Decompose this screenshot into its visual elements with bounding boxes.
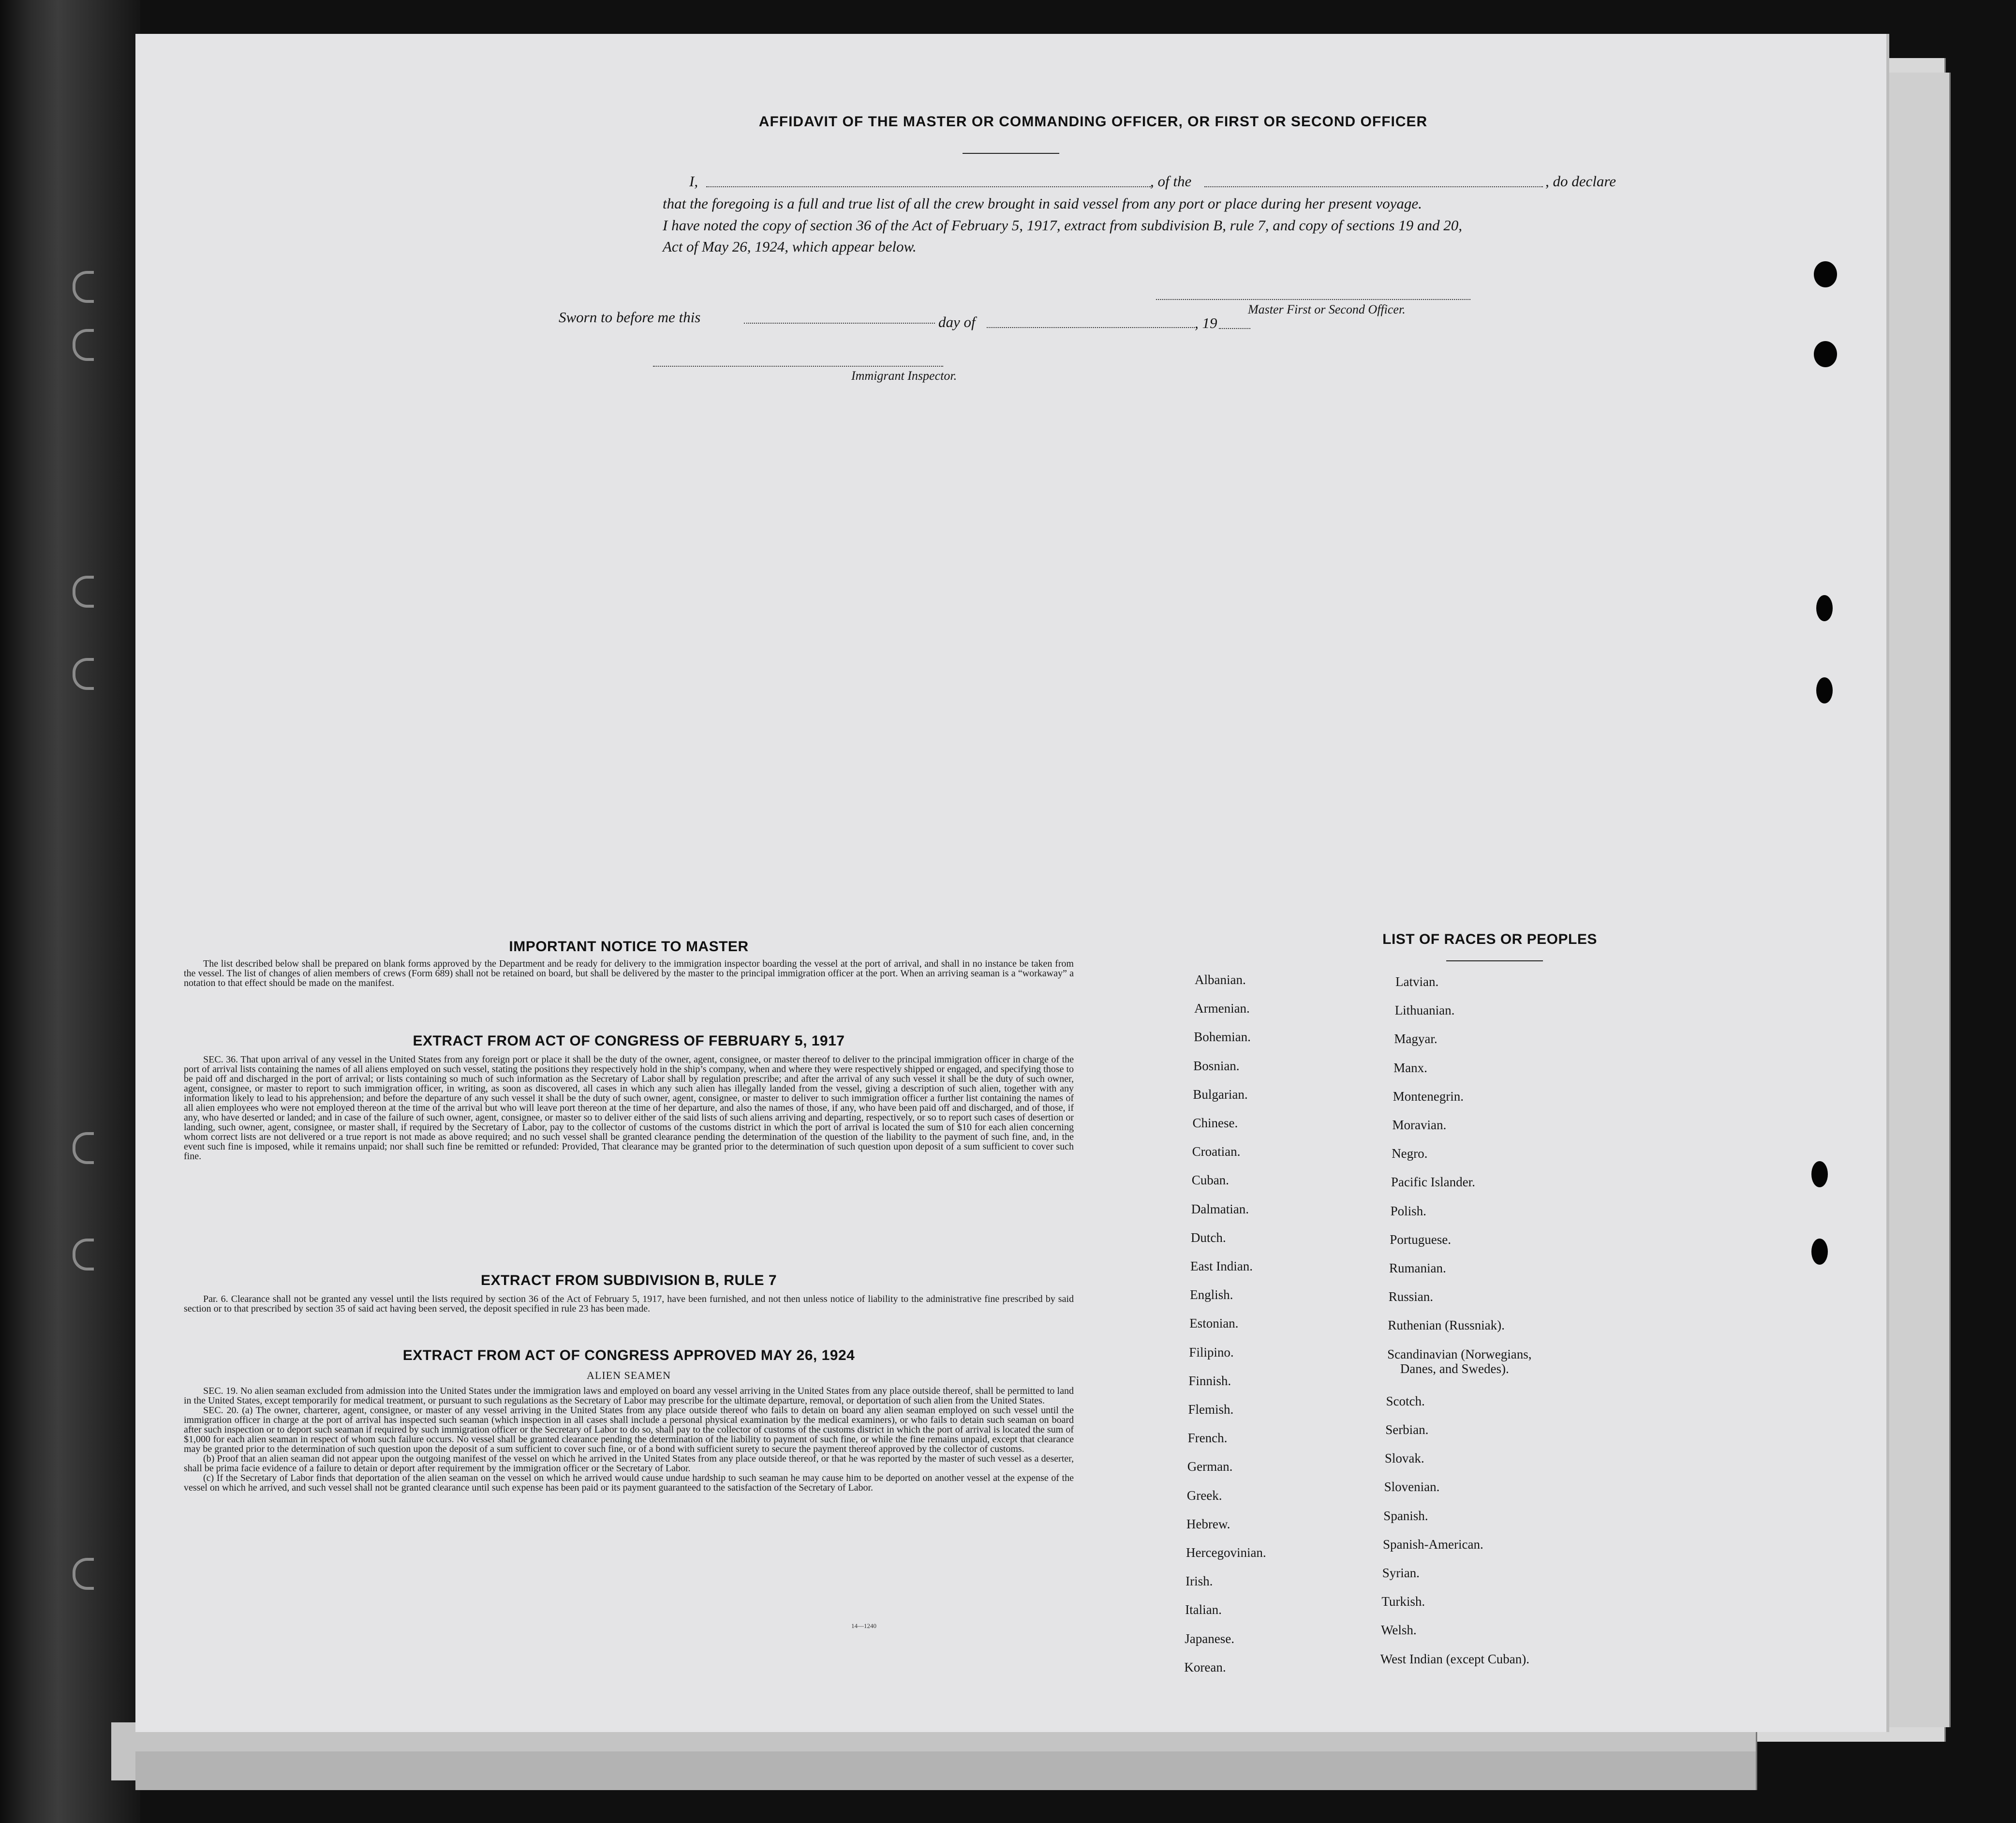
race-item: Serbian. bbox=[1385, 1422, 1429, 1437]
race-item: Russian. bbox=[1388, 1289, 1433, 1304]
notice-paragraph: The list described below shall be prepared on blank forms approved by the Department and be ready for delivery to the immigration inspector boarding the vessel at the port of arrival, and shall in no instance be taken from the vessel. The list of changes of alien members of crews (Form 689) shall not be retained on board, but shall be delivered by the master to the principal immigration officer at the port. When an arriving seaman is a “workaway” a notation to that effect should be made on the manifest. bbox=[184, 958, 1074, 988]
race-item: East Indian. bbox=[1190, 1259, 1253, 1273]
act-1924-sec19: SEC. 19. No alien seaman excluded from admission into the United States under the immigration laws and employed on board any vessel arriving in the United States from any place outside thereof, shall be permitted to land in the United States, except temporarily for medical treatment, or pursuant to such regulations as the Secretary of Labor may prescribe for the ultimate departure, removal, or deportation of such alien from the United States. bbox=[184, 1386, 1074, 1406]
affidavit-line-2: that the foregoing is a full and true list of all the crew brought in said vessel from any port or place during her present voyage. bbox=[663, 195, 1422, 212]
races-title-underline bbox=[1446, 960, 1543, 961]
race-item: English. bbox=[1190, 1287, 1233, 1302]
sworn-year-blank bbox=[1219, 328, 1250, 329]
race-item: Spanish. bbox=[1383, 1508, 1428, 1523]
race-item: Portuguese. bbox=[1390, 1232, 1452, 1247]
race-item: Ruthenian (Russniak). bbox=[1388, 1318, 1505, 1333]
race-item: Filipino. bbox=[1189, 1345, 1234, 1360]
race-item: Spanish-American. bbox=[1383, 1537, 1483, 1552]
inspector-signature-label: Immigrant Inspector. bbox=[851, 369, 957, 383]
punch-hole bbox=[1811, 1161, 1828, 1187]
manifest-page bbox=[135, 34, 1886, 1732]
act-1924-sec20a: SEC. 20. (a) The owner, charterer, agent, consignee, or master of any vessel arriving in the United States from any place outside thereof who fails to detain on board any alien seaman employed on such vessel until the immigration officer in charge at the port of arrival has inspected such seaman (which inspection in all cases shall include a personal physical examination by the medical examiners), or who fails to detain such seaman on board after such inspection or to deport such seaman if required by such immigration officer or the Secretary of Labor to do so, shall pay to the collector of customs of the customs district in which the port of arrival is located the sum of $1,000 for each alien seaman in respect of whom such failure occurs. No vessel shall be granted clearance pending the determination of the liability to payment of such fine, or while the fine remains unpaid, except that clearance may be granted prior to the determination of such question upon the deposit of a sum sufficient to cover such fine, or of a bond with sufficient surety to secure the payment thereof approved by the collector of customs. bbox=[184, 1405, 1074, 1454]
race-item: Polish. bbox=[1390, 1203, 1426, 1218]
race-item: Scandinavian (Norwegians, bbox=[1387, 1346, 1532, 1361]
race-item: Bulgarian. bbox=[1193, 1087, 1248, 1102]
race-item: Magyar. bbox=[1394, 1031, 1438, 1046]
race-item: Bohemian. bbox=[1194, 1030, 1251, 1045]
race-item: Italian. bbox=[1185, 1602, 1222, 1617]
race-item: West Indian (except Cuban). bbox=[1380, 1651, 1530, 1666]
race-item: Welsh. bbox=[1381, 1623, 1417, 1638]
race-item: Hebrew. bbox=[1186, 1516, 1230, 1531]
alien-seamen-subtitle: ALIEN SEAMEN bbox=[587, 1369, 671, 1381]
punch-hole bbox=[1814, 341, 1837, 367]
race-item: Latvian. bbox=[1395, 974, 1439, 989]
underlying-sheet bbox=[135, 1751, 1757, 1790]
affidavit-declare-label: , do declare bbox=[1545, 173, 1616, 190]
act-1924-sec20b: (b) Proof that an alien seaman did not appear upon the outgoing manifest of the vessel on which he arrived in the United States from any place outside thereof, or that he was reported by the master of such vessel as a deserter, shall be prima facie evidence of a failure to detain or deport after requirement by the immigration officer or the Secretary of Labor. bbox=[184, 1453, 1074, 1474]
race-item: Armenian. bbox=[1194, 1001, 1250, 1016]
race-item: Croatian. bbox=[1192, 1144, 1241, 1159]
title-underline bbox=[963, 153, 1059, 154]
inspector-signature-line bbox=[653, 366, 943, 367]
race-item: Manx. bbox=[1393, 1060, 1427, 1075]
race-item: Finnish. bbox=[1188, 1373, 1231, 1388]
race-item: Estonian. bbox=[1189, 1316, 1239, 1331]
binder-spine bbox=[0, 0, 140, 1823]
race-item: Rumanian. bbox=[1389, 1261, 1446, 1275]
race-item: Syrian. bbox=[1382, 1566, 1420, 1580]
race-item: Bosnian. bbox=[1193, 1058, 1240, 1073]
race-item: Moravian. bbox=[1392, 1118, 1447, 1132]
punch-hole bbox=[1816, 677, 1833, 703]
master-name-blank bbox=[706, 186, 1151, 187]
vessel-name-blank bbox=[1204, 186, 1543, 187]
race-item: Negro. bbox=[1392, 1146, 1428, 1161]
races-title: LIST OF RACES OR PEOPLES bbox=[1382, 931, 1597, 947]
race-item: Flemish. bbox=[1188, 1402, 1234, 1417]
act-1924-body bbox=[184, 1386, 1074, 1493]
affidavit-line-3: I have noted the copy of section 36 of the Act of February 5, 1917, extract from subdivision B, rule 7, and copy of sections 19 and 20, bbox=[663, 217, 1463, 234]
race-item: Dutch. bbox=[1190, 1230, 1226, 1245]
affidavit-line-4: Act of May 26, 1924, which appear below. bbox=[663, 238, 917, 255]
punch-hole bbox=[1811, 1239, 1828, 1265]
race-item: Scotch. bbox=[1386, 1393, 1425, 1408]
notice-body bbox=[184, 959, 1074, 988]
master-signature-label: Master First or Second Officer. bbox=[1248, 302, 1406, 316]
year-label: , 19 bbox=[1195, 314, 1217, 331]
race-item: French. bbox=[1187, 1431, 1228, 1446]
race-item: Lithuanian. bbox=[1394, 1003, 1455, 1018]
act-1917-sec36: SEC. 36. That upon arrival of any vessel in the United States from any foreign port or place it shall be the duty of the owner, agent, consignee, or master thereof to deliver to the principal immigration officer in charge of the port of arrival lists containing the names of all aliens employed on such vessel, stating the positions they respectively hold in the ship’s company, when and where they were respectively shipped or engaged, and specifying those to be paid off and discharged in the port of arrival; or lists containing so much of such information as the Secretary of Labor shall by regulation prescribe; and after the arrival of any such vessel it shall be the duty of such owner, agent, consignee, or master to report to such immigration officer, in writing, as soon as discovered, all cases in which any such alien has illegally landed from the vessel, giving a description of such alien, together with any information likely to lead to his apprehension; and before the departure of any such vessel it shall be the duty of such owner, agent, consignee, or master to deliver to such immigration officer a further list containing the names of all alien employees who were not employed thereon at the time of the arrival but who will leave port thereon at the time of her departure, and also the names of those, if any, who have been paid off and discharged, and of those, if any, who have deserted or landed; and in case of the failure of such owner, agent, consignee, or master so to deliver either of the said lists of such aliens arriving and departing, respectively, or so to report such cases of desertion or landing, such owner, agent, consignee, or master shall, if required by the Secretary of Labor, pay to the collector of customs of the customs district in which the port of arrival is located the sum of $10 for each alien concerning whom correct lists are not delivered or a true report is not made as above required; and no such vessel shall be granted clearance pending the determination of the question of the liability to the payment of such fine, and, in the event such fine is imposed, while it remains unpaid; nor shall such fine be remitted or refunded: Provided, That clearance may be granted prior to the determination of such question upon deposit of a sum sufficient to cover such fine. bbox=[184, 1054, 1074, 1162]
sworn-day-blank bbox=[744, 323, 935, 324]
master-signature-line bbox=[1156, 299, 1470, 300]
race-item: Chinese. bbox=[1192, 1116, 1238, 1130]
rule-b7-par6: Par. 6. Clearance shall not be granted any vessel until the lists required by section 36 of the Act of February 5, 1917, have been furnished, and not then unless notice of liability to the administrative fine prescribed by said section or to that prescribed by section 35 of said act having been served, the deposit specified in rule 23 has been made. bbox=[184, 1294, 1074, 1314]
race-item: Montenegrin. bbox=[1393, 1089, 1464, 1104]
race-item: Albanian. bbox=[1195, 972, 1246, 987]
race-item: Pacific Islander. bbox=[1391, 1175, 1475, 1190]
act-1924-sec20c: (c) If the Secretary of Labor finds that deportation of the alien seaman on the vessel on which he arrived would cause undue hardship to such seaman he may cause him to be deported on another vessel at the expense of the vessel on which he arrived, and such vessel shall not be granted clearance until such expense has been paid or its payment guaranteed to the satisfaction of the Secretary of Labor. bbox=[184, 1473, 1074, 1493]
race-item: Cuban. bbox=[1191, 1173, 1229, 1188]
rule-b7-title: EXTRACT FROM SUBDIVISION B, RULE 7 bbox=[480, 1272, 777, 1288]
race-item: Irish. bbox=[1186, 1574, 1213, 1589]
act-1917-body bbox=[184, 1055, 1074, 1161]
affidavit-title: AFFIDAVIT OF THE MASTER OR COMMANDING OFFICER, OR FIRST OR SECOND OFFICER bbox=[758, 114, 1428, 130]
punch-hole bbox=[1814, 261, 1837, 287]
act-1924-title: EXTRACT FROM ACT OF CONGRESS APPROVED MAY 26, 1924 bbox=[402, 1347, 855, 1363]
race-item: Korean. bbox=[1184, 1659, 1226, 1674]
race-item: German. bbox=[1187, 1459, 1233, 1474]
affidavit-of-the-label: , of the bbox=[1150, 173, 1192, 190]
affidavit-i-label: I, bbox=[689, 173, 698, 190]
form-number: 14—1240 bbox=[851, 1622, 876, 1629]
race-item: Hercegovinian. bbox=[1186, 1545, 1266, 1560]
race-item: Danes, and Swedes). bbox=[1400, 1361, 1509, 1376]
race-item: Slovak. bbox=[1384, 1451, 1424, 1466]
day-of-label: day of bbox=[938, 314, 976, 330]
race-item: Dalmatian. bbox=[1191, 1201, 1249, 1216]
sworn-month-blank bbox=[987, 327, 1195, 328]
race-item: Turkish. bbox=[1381, 1594, 1425, 1609]
act-1917-title: EXTRACT FROM ACT OF CONGRESS OF FEBRUARY 5, 1917 bbox=[413, 1033, 845, 1049]
sworn-label: Sworn to before me this bbox=[559, 309, 701, 326]
punch-hole bbox=[1816, 595, 1833, 621]
race-item: Greek. bbox=[1186, 1488, 1222, 1503]
rule-b7-body bbox=[184, 1294, 1074, 1314]
race-item: Slovenian. bbox=[1384, 1479, 1440, 1494]
race-item: Japanese. bbox=[1185, 1631, 1234, 1646]
notice-title: IMPORTANT NOTICE TO MASTER bbox=[509, 939, 749, 955]
